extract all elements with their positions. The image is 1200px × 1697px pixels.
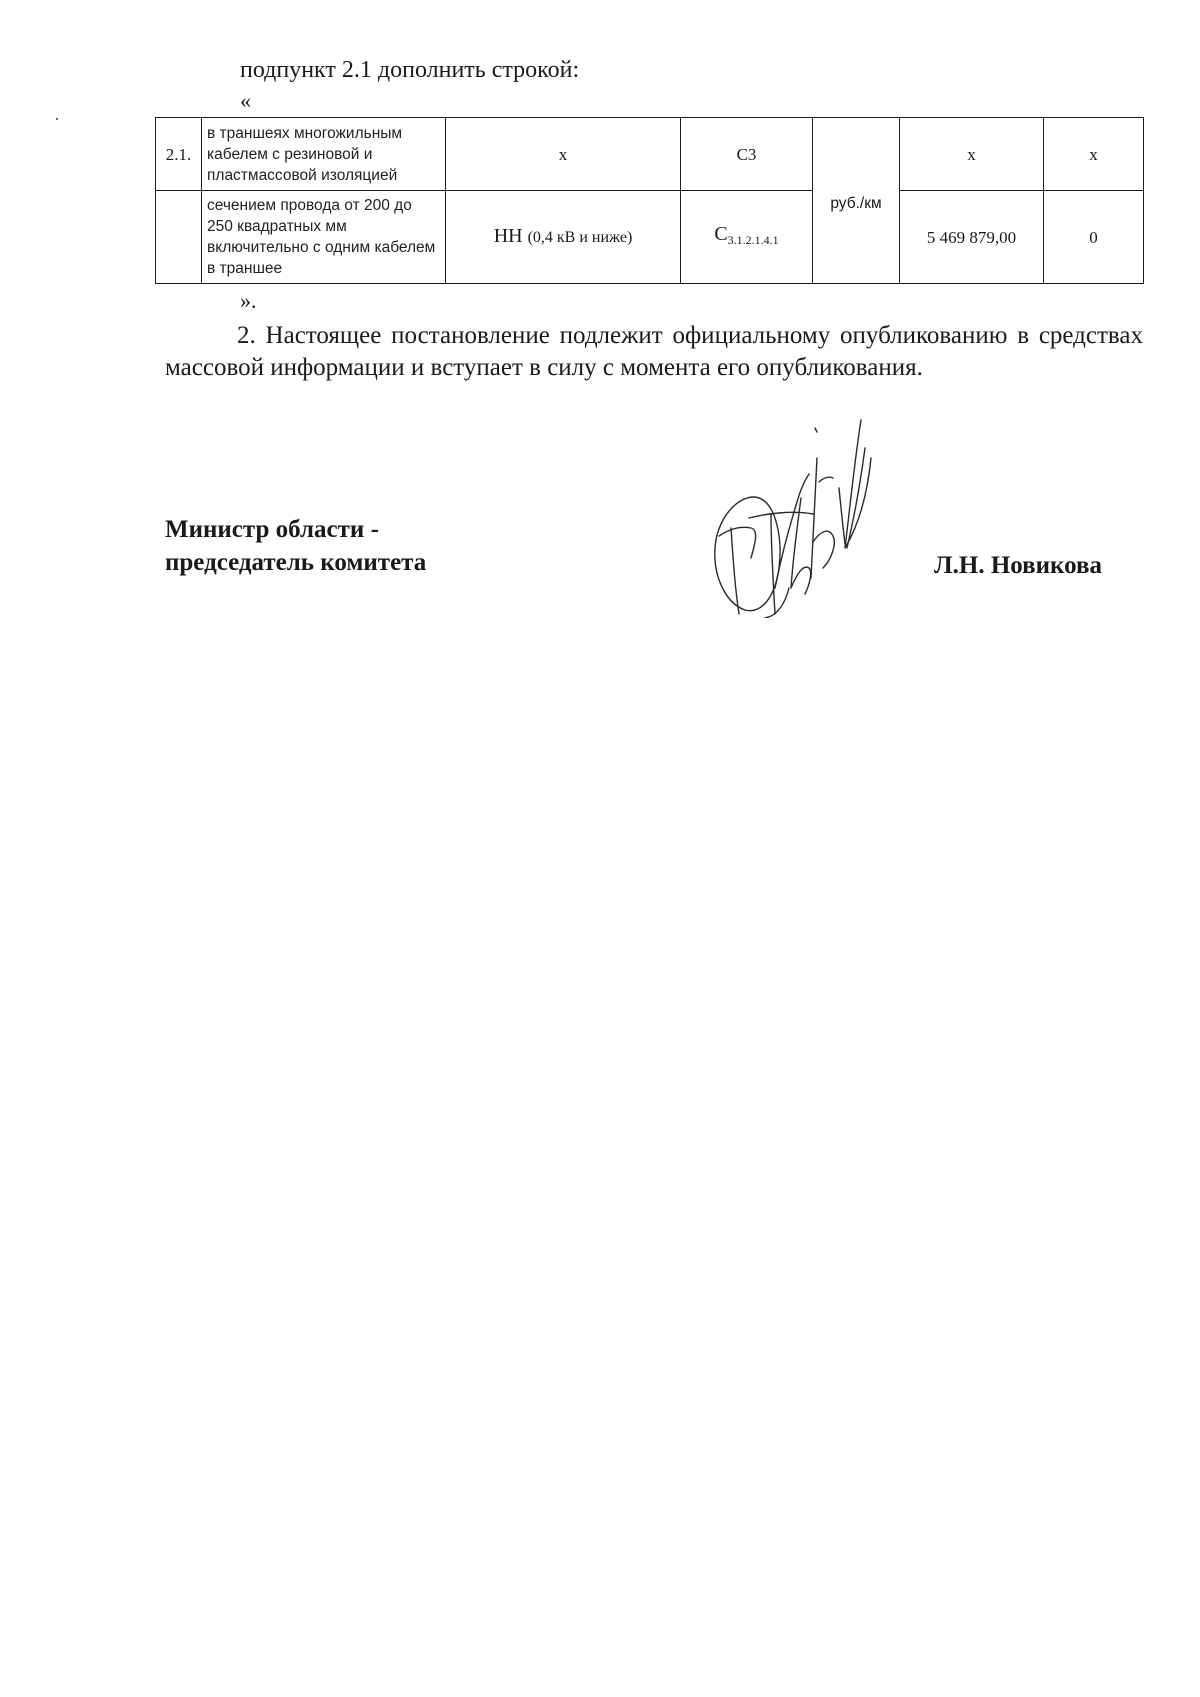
rate-value-cell: х (900, 118, 1044, 191)
handwritten-signature-icon (705, 418, 880, 618)
row-number (156, 191, 202, 284)
table-row (156, 118, 1144, 191)
paragraph-2: 2. Настоящее постановление подлежит официальному опубликованию в средствах массовой информации и вступает в силу с момента его опубликования. (165, 322, 1143, 381)
rate-code-main: С (714, 222, 728, 245)
rate-code-subscript: 3.1.2.1.4.1 (727, 232, 779, 247)
voltage-level-note: (0,4 кВ и ниже) (527, 229, 633, 246)
signatory-title (165, 513, 426, 579)
rate-code-cell (681, 191, 813, 284)
rate-code-cell: С3 (681, 118, 813, 191)
unit-label: руб./км (830, 195, 882, 212)
signatory-title-line1: Министр области - (165, 516, 379, 543)
extra-value-cell: х (1044, 118, 1144, 191)
voltage-level-cell (446, 191, 681, 284)
voltage-level-cell: х (446, 118, 681, 191)
amendment-table (155, 117, 1144, 284)
signatory-title-line2: председатель комитета (165, 549, 427, 576)
scan-speck (56, 118, 58, 120)
signatory-name: Л.Н. Новикова (934, 552, 1103, 579)
unit-cell (813, 118, 900, 284)
row-number: 2.1. (156, 118, 202, 191)
row-description: сечением провода от 200 до 250 квадратных мм включительно с одним кабелем в траншее (202, 191, 446, 284)
rate-value-cell: 5 469 879,00 (900, 191, 1044, 284)
row-description: в траншеях многожильным кабелем с резиновой и пластмассовой изоляцией (202, 118, 446, 191)
extra-value-cell: 0 (1044, 191, 1144, 284)
voltage-level-main: НН (493, 225, 523, 247)
amendment-intro: подпункт 2.1 дополнить строкой: (240, 57, 580, 83)
table-row (156, 191, 1144, 284)
opening-quote: « (240, 88, 251, 113)
closing-quote: ». (240, 288, 257, 313)
